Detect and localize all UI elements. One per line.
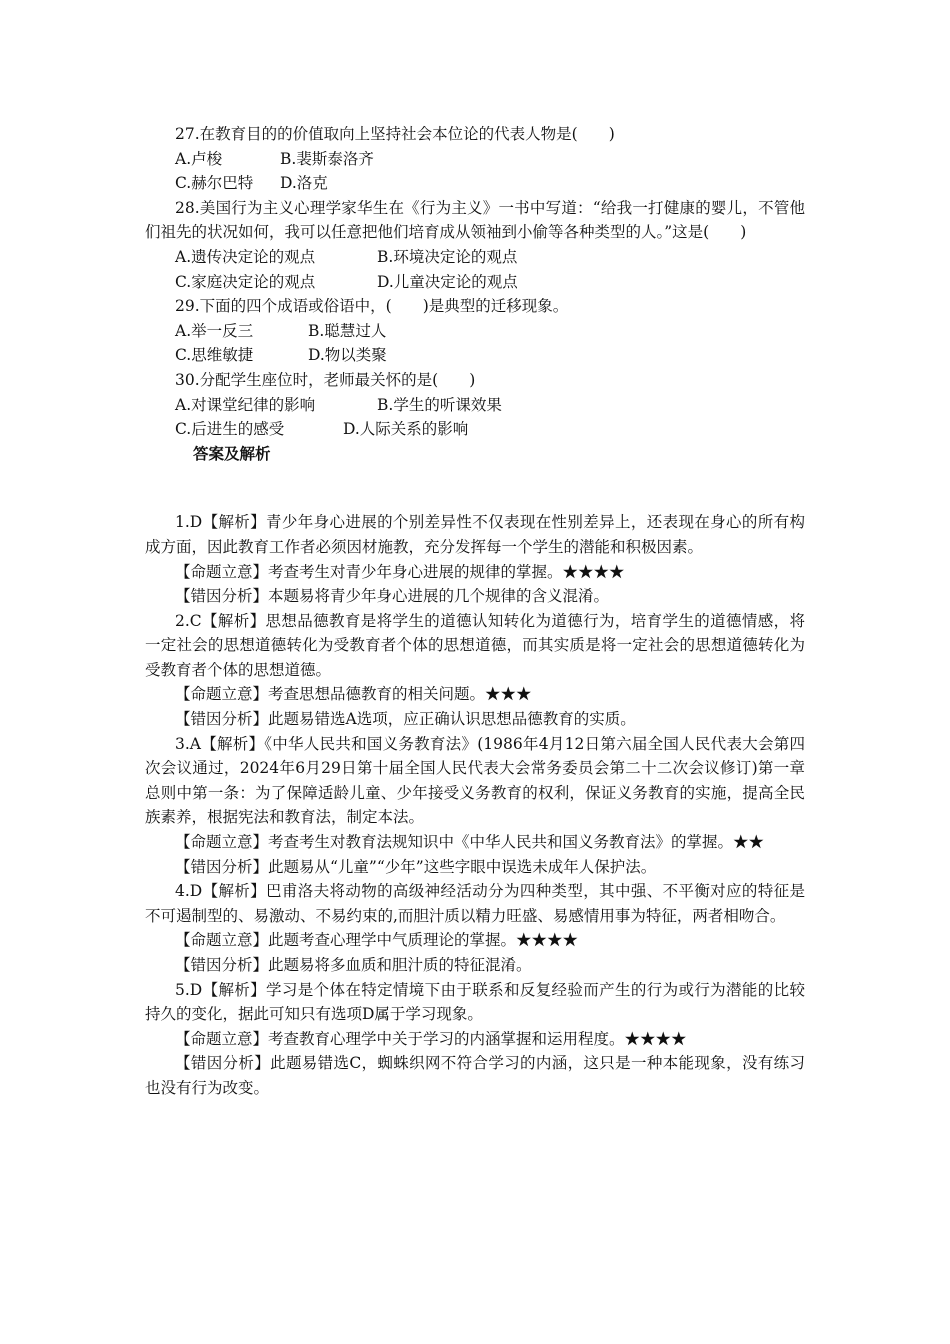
option-b: B.裴斯泰洛齐 (280, 149, 374, 168)
answer-analysis: 5.D【解析】学习是个体在特定情境下由于联系和反复经验而产生的行为或行为潜能的比较持久的变化，据此可知只有选项D属于学习现象。 (145, 980, 805, 1024)
answer-error-analysis: 【错因分析】此题易从“儿童”“少年”这些字眼中误选未成年人保护法。 (175, 857, 657, 876)
answer-intent: 【命题立意】考查思想品德教育的相关问题。★★★ (175, 685, 532, 704)
question-stem: 30.分配学生座位时，老师最关怀的是( ) (175, 370, 476, 389)
spacer (145, 466, 805, 510)
option-c: C.思维敏捷 (175, 346, 254, 365)
option-row (145, 171, 805, 196)
answer-analysis: 3.A【解析】《中华人民共和国义务教育法》(1986年4月12日第六届全国人民代表大会第四次会议通过，2024年6月29日第十届全国人民代表大会常务委员会第二十二次会议修订)第一章总则中第一条：为了保障适龄儿童、少年接受义务教育的权利，保证义务教育的实施，提高全民族素养，根据宪法和教育法，制定本法。 (145, 734, 805, 827)
answer-intent: 【命题立意】考查考生对青少年身心进展的规律的掌握。★★★★ (175, 562, 625, 581)
answer-error-analysis: 【错因分析】此题易错选C，蜘蛛织网不符合学习的内涵，这只是一种本能现象，没有练习也没有行为改变。 (145, 1054, 805, 1097)
option-c: C.后进生的感受 (175, 420, 285, 439)
question-stem: 27.在教育目的的价值取向上坚持社会本位论的代表人物是( ) (175, 125, 615, 143)
option-c: C.家庭决定论的观点 (175, 272, 316, 291)
option-d: D.物以类聚 (308, 346, 387, 365)
answer-error-analysis: 【错因分析】此题易将多血质和胆汁质的特征混淆。 (175, 956, 532, 974)
option-a: A.卢梭 (175, 149, 223, 168)
question-stem: 28.美国行为主义心理学家华生在《行为主义》一书中写道：“给我一打健康的婴儿，不管他们祖先的状况如何，我可以任意把他们培育成从领袖到小偷等各种类型的人。”这是( ) (145, 198, 805, 242)
document-page (145, 122, 805, 1101)
option-c: C.赫尔巴特 (175, 174, 254, 193)
answer-intent: 【命题立意】此题考查心理学中气质理论的掌握。★★★★ (175, 931, 579, 950)
option-b: B.学生的听课效果 (377, 395, 502, 414)
answer-intent: 【命题立意】考查教育心理学中关于学习的内涵掌握和运用程度。★★★★ (175, 1029, 687, 1048)
option-a: A.举一反三 (175, 321, 254, 340)
answer-error-analysis: 【错因分析】此题易错选A选项，应正确认识思想品德教育的实质。 (175, 710, 636, 729)
answer-analysis: 1.D【解析】青少年身心进展的个别差异性不仅表现在性别差异上，还表现在身心的所有构成方面，因此教育工作者必须因材施教，充分发挥每一个学生的潜能和积极因素。 (145, 513, 805, 556)
option-b: B.聪慧过人 (308, 321, 387, 340)
option-a: A.对课堂纪律的影响 (175, 395, 316, 414)
answers-title: 答案及解析 (193, 444, 271, 463)
option-row (145, 393, 805, 418)
question-stem: 29.下面的四个成语或俗语中，( )是典型的迁移现象。 (175, 297, 569, 316)
option-d: D.洛克 (280, 174, 328, 193)
option-d: D.儿童决定论的观点 (377, 272, 518, 291)
question-list (145, 122, 805, 442)
option-a: A.遗传决定论的观点 (175, 247, 316, 266)
option-row (145, 417, 805, 442)
option-row (145, 343, 805, 368)
answer-analysis: 2.C【解析】思想品德教育是将学生的道德认知转化为道德行为，培育学生的道德情感，将一定社会的思想道德转化为受教育者个体的思想道德，而其实质是将一定社会的思想道德转化为受教育者个体的思想道德。 (145, 611, 805, 679)
answer-analysis: 4.D【解析】巴甫洛夫将动物的高级神经活动分为四种类型，其中强、不平衡对应的特征是不可遏制型的、易激动、不易约束的,而胆汁质以精力旺盛、易感情用事为特征，两者相吻合。 (145, 882, 805, 925)
answer-error-analysis: 【错因分析】本题易将青少年身心进展的几个规律的含义混淆。 (175, 587, 610, 606)
option-b: B.环境决定论的观点 (377, 247, 518, 266)
option-d: D.人际关系的影响 (343, 420, 469, 439)
option-row (145, 147, 805, 172)
option-row (145, 245, 805, 270)
answer-intent: 【命题立意】考查考生对教育法规知识中《中华人民共和国义务教育法》的掌握。★★ (175, 833, 765, 852)
option-row (145, 270, 805, 295)
option-row (145, 319, 805, 344)
answer-list (145, 510, 805, 1100)
